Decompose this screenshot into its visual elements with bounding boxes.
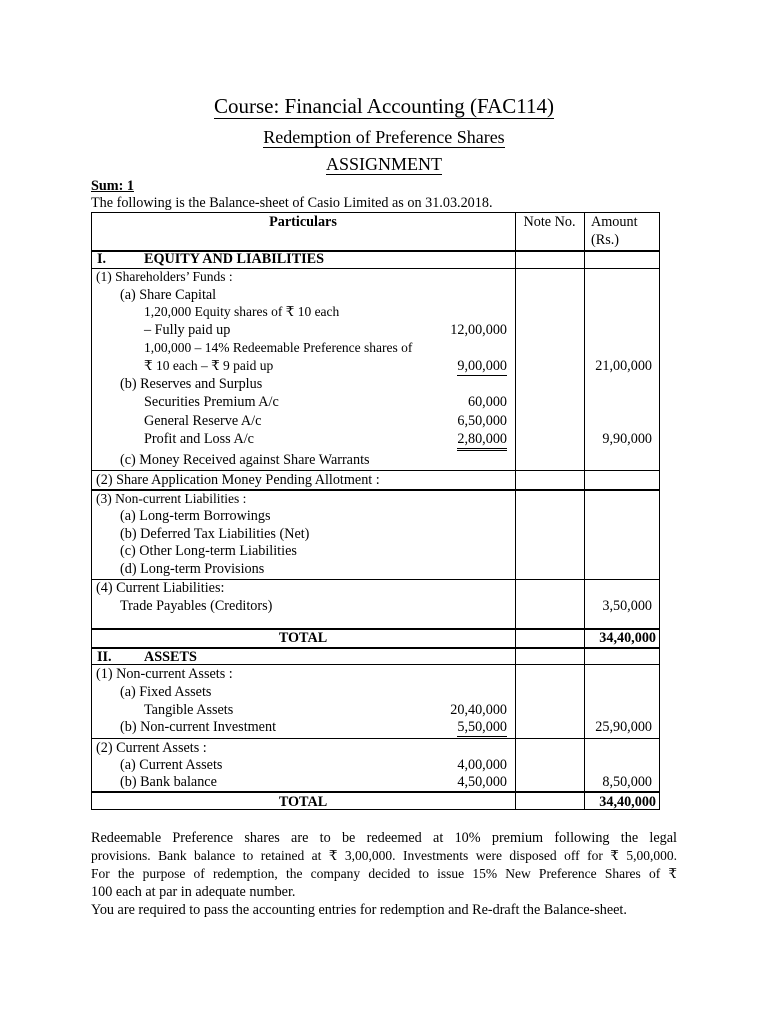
col-header-particulars: Particulars (269, 214, 337, 230)
footer-line-4: 100 each at par in adequate number. (91, 884, 296, 900)
subtitle: Redemption of Preference Shares (263, 127, 505, 147)
row-total: 25,90,000 (595, 719, 652, 735)
sum-intro: The following is the Balance-sheet of Casio Limited as on 31.03.2018. (91, 195, 493, 211)
row-amount: 4,50,000 (457, 774, 507, 790)
row-label: (c) Money Received against Share Warrants (120, 452, 370, 468)
col-header-note: Note No. (523, 214, 576, 230)
row-label: (a) Long-term Borrowings (120, 508, 271, 524)
section-number: II. (97, 649, 112, 665)
assignment-heading: ASSIGNMENT (325, 154, 442, 174)
row-label: (c) Other Long-term Liabilities (120, 543, 297, 559)
total-label: TOTAL (278, 630, 328, 646)
sum-label: Sum: 1 (91, 178, 134, 194)
footer-line-2: provisions. Bank balance to retained at ₹ 3,00,000. Investments were disposed off for ₹ 5,00,000. (91, 848, 677, 863)
row-label: (b) Reserves and Surplus (120, 376, 263, 392)
row-amount: 6,50,000 (457, 413, 507, 429)
section-title: ASSETS (144, 649, 197, 665)
row-label: Trade Payables (Creditors) (120, 598, 273, 614)
course-title: Course: Financial Accounting (FAC114) (213, 94, 555, 118)
row-label: General Reserve A/c (144, 413, 262, 429)
footer-line-1: Redeemable Preference shares are to be redeemed at 10% premium following the legal (91, 830, 677, 846)
section-number: I. (97, 251, 107, 267)
row-label: (2) Current Assets : (96, 740, 207, 756)
row-label: (b) Bank balance (120, 774, 217, 790)
section-title: EQUITY AND LIABILITIES (144, 251, 325, 267)
col-header-amount: Amount (591, 214, 638, 230)
row-amount: 2,80,000 (457, 431, 507, 451)
row-label: (b) Deferred Tax Liabilities (Net) (120, 526, 310, 542)
row-label: Profit and Loss A/c (144, 431, 254, 447)
row-label: (1) Non-current Assets : (96, 666, 233, 682)
row-amount: 12,00,000 (450, 322, 507, 338)
grand-total: 34,40,000 (599, 630, 656, 646)
row-total: 9,90,000 (602, 431, 652, 447)
row-total: 3,50,000 (602, 598, 652, 614)
footer-line-5: You are required to pass the accounting entries for redemption and Re-draft the Balance-sheet. (91, 902, 627, 918)
row-label: (4) Current Liabilities: (96, 580, 225, 596)
row-label: Securities Premium A/c (144, 394, 279, 410)
row-amount: 60,000 (467, 394, 507, 410)
row-label: (a) Current Assets (120, 757, 223, 773)
row-amount: 20,40,000 (450, 702, 507, 718)
row-amount: 9,00,000 (457, 358, 507, 374)
row-label: (a) Fixed Assets (120, 684, 212, 700)
row-label: Tangible Assets (144, 702, 234, 718)
row-amount: 4,00,000 (457, 757, 507, 773)
footer-line-3: For the purpose of redemption, the company decided to issue 15% New Preference Shares of ₹ (91, 866, 677, 881)
row-label: (b) Non-current Investment (120, 719, 277, 735)
row-label: ₹ 10 each – ₹ 9 paid up (144, 358, 274, 373)
row-label: (1) Shareholders’ Funds : (96, 269, 233, 284)
row-total: 8,50,000 (602, 774, 652, 790)
row-label: (a) Share Capital (120, 287, 217, 303)
grand-total: 34,40,000 (599, 794, 656, 810)
row-label: (2) Share Application Money Pending Allotment : (96, 472, 380, 488)
total-label: TOTAL (278, 794, 328, 810)
row-label: – Fully paid up (144, 322, 231, 338)
row-amount: 5,50,000 (457, 719, 507, 735)
row-label: (d) Long-term Provisions (120, 561, 265, 577)
row-label: 1,00,000 – 14% Redeemable Preference shares of (144, 340, 413, 355)
col-header-amount-unit: (Rs.) (591, 232, 619, 248)
row-total: 21,00,000 (595, 358, 652, 374)
row-label: (3) Non-current Liabilities : (96, 491, 247, 506)
row-label: 1,20,000 Equity shares of ₹ 10 each (144, 304, 340, 319)
